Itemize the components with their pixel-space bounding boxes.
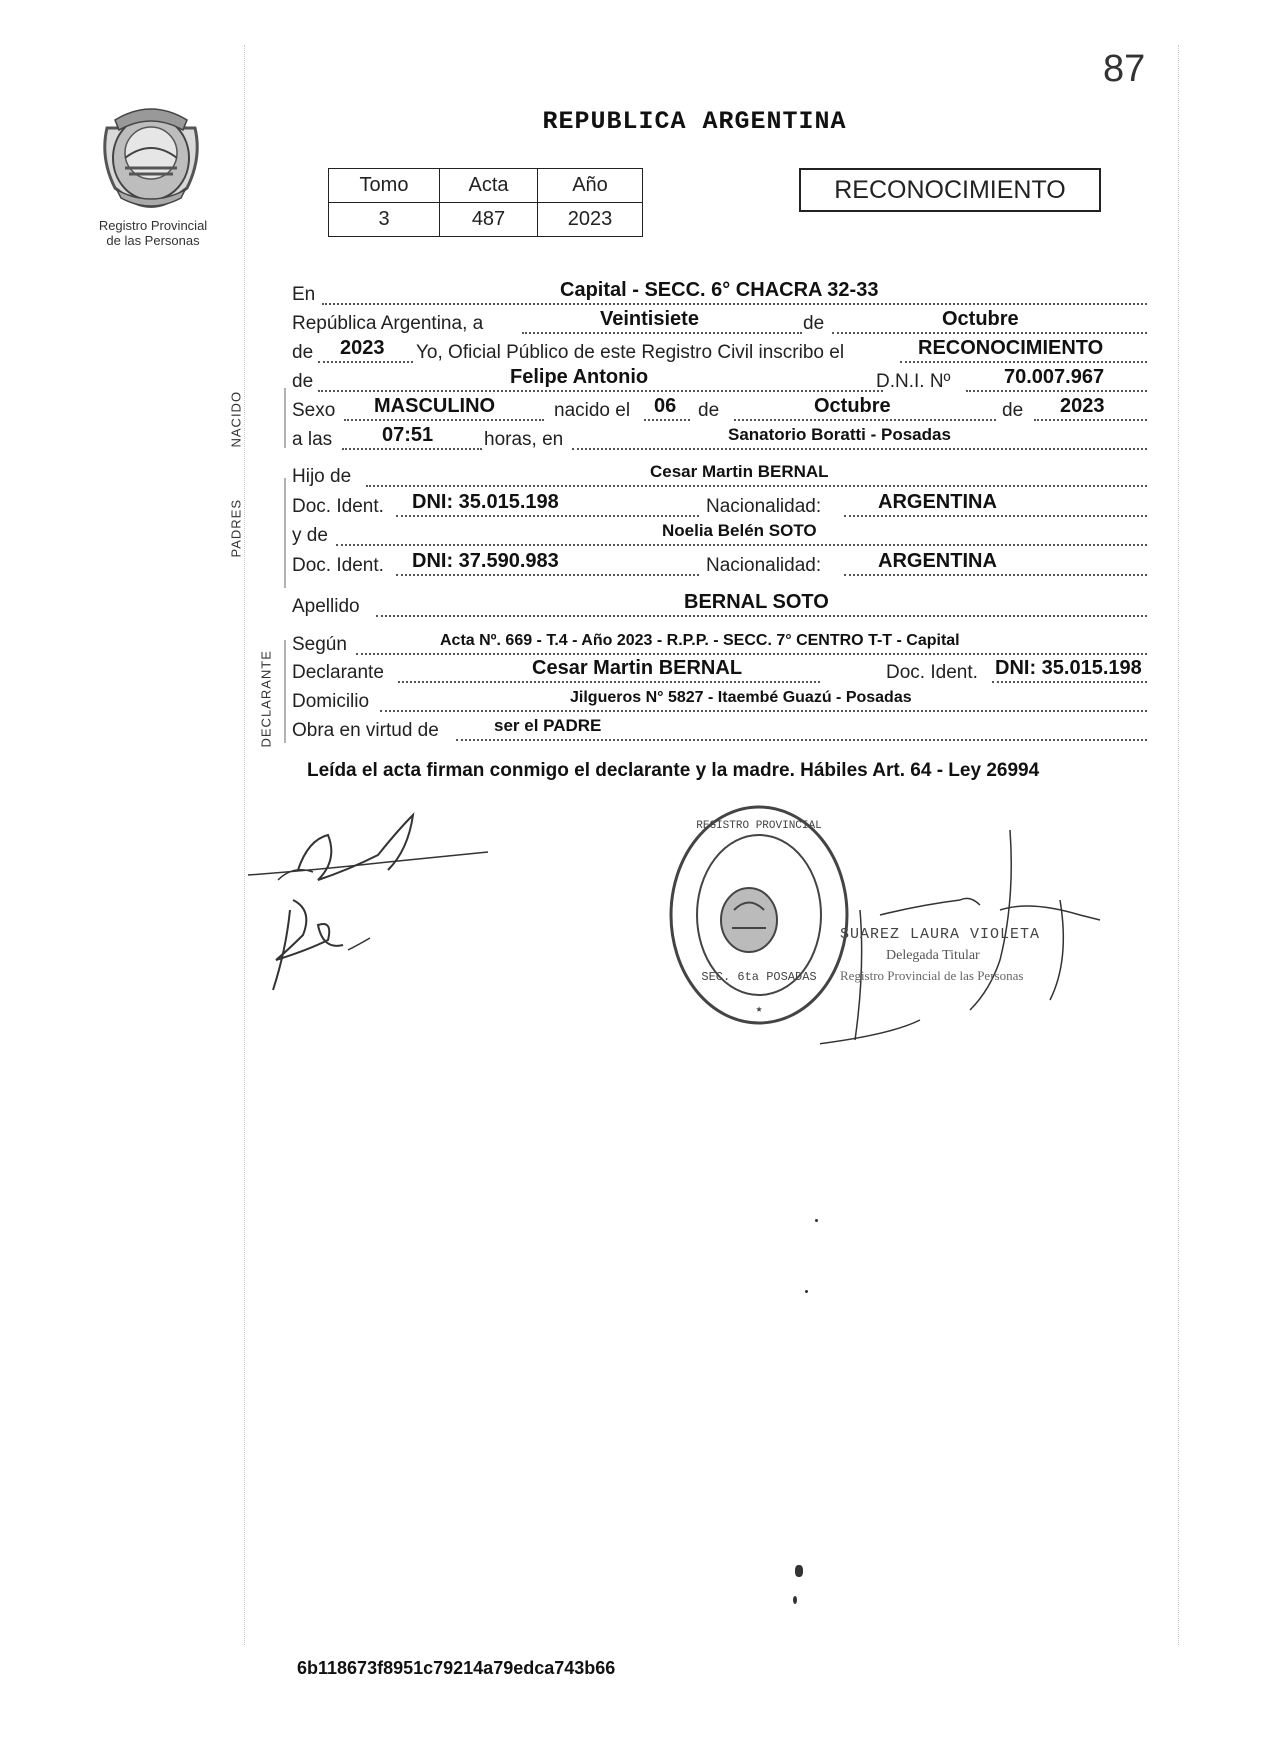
row-inscribo [292,336,1150,366]
header-tomo: Tomo [329,169,440,203]
field-domicilio: Jilgueros N° 5827 - Itaembé Guazú - Posadas [570,689,912,706]
row-y-de [292,519,1150,549]
label-doc-ident: Doc. Ident. [292,496,384,517]
section-brackets [280,388,290,748]
dotted-line [1034,419,1147,421]
record-type-box: RECONOCIMIENTO [799,168,1101,212]
value-tomo: 3 [329,203,440,237]
dotted-line [966,390,1147,392]
label-de: de [292,342,314,363]
speck [815,1219,818,1222]
field-madre: Noelia Belén SOTO [662,521,817,540]
dotted-line [832,332,1147,334]
label-y-de: y de [292,525,328,546]
label-de: de [1002,400,1024,421]
registry-line: de las Personas [106,233,200,248]
row-domicilio [292,685,1150,715]
registry-label [78,218,228,248]
dotted-line [322,303,1147,305]
dotted-line [342,448,482,450]
label-segun: Según [292,634,347,655]
label-republica: República Argentina, a [292,313,484,334]
official-office: Registro Provincial de las Personas [840,968,1024,983]
label-yo: Yo, Oficial Público de este Registro Civil inscribo el [416,342,845,363]
row-hora [292,423,1150,453]
official-role: Delegada Titular [886,948,980,963]
dotted-line [522,332,802,334]
field-declarante: Cesar Martin BERNAL [532,657,743,679]
row-apellido [292,590,1150,620]
dotted-line [356,653,1147,655]
page-number: 87 [1103,48,1146,90]
dotted-line [398,681,820,683]
row-padre-doc [292,490,1150,520]
value-acta: 487 [440,203,538,237]
value-anio: 2023 [538,203,643,237]
dotted-line [456,739,1147,741]
dotted-line [844,574,1147,576]
field-mes: Octubre [942,308,1019,330]
label-en: En [292,284,316,305]
speck [793,1596,797,1604]
field-nac-mes: Octubre [814,395,891,417]
label-nacionalidad: Nacionalidad: [706,555,822,576]
field-segun: Acta Nº. 669 - T.4 - Año 2023 - R.P.P. - SECC. 7° CENTRO T-T - Capital [440,632,960,649]
speck [795,1565,803,1577]
field-dia: Veintisiete [600,308,699,330]
dotted-line [644,419,690,421]
dotted-line [366,485,1147,487]
field-madre-doc: DNI: 37.590.983 [412,550,559,572]
label-apellido: Apellido [292,596,360,617]
official-name: SUAREZ LAURA VIOLETA [840,926,1041,943]
side-label-nacido: NACIDO [228,390,244,448]
header-anio: Año [538,169,643,203]
label-hijo-de: Hijo de [292,466,352,487]
label-doc-ident: Doc. Ident. [292,555,384,576]
document-title: REPUBLICA ARGENTINA [542,107,847,136]
svg-text:REGISTRO PROVINCIAL: REGISTRO PROVINCIAL [696,820,822,832]
dotted-line [336,544,1147,546]
side-label-padres: PADRES [228,499,244,558]
scan-line [1178,45,1179,1645]
label-horas-en: horas, en [484,429,564,450]
row-hijo-de [292,460,1150,490]
dotted-line [572,448,1147,450]
label-a-las: a las [292,429,333,450]
document-hash: 6b118673f8951c79214a79edca743b66 [297,1658,616,1678]
row-madre-doc [292,549,1150,579]
dotted-line [396,574,699,576]
dotted-line [380,710,1147,712]
label-doc-ident: Doc. Ident. [886,662,978,683]
row-fecha [292,307,1150,337]
dotted-line [344,419,544,421]
declarant-signatures [238,800,498,1000]
label-de: de [698,400,720,421]
label-nacionalidad: Nacionalidad: [706,496,822,517]
side-label-declarante: DECLARANTE [258,650,274,748]
dotted-line [318,361,413,363]
dotted-line [992,681,1147,683]
field-obra: ser el PADRE [494,716,602,735]
field-nac-dia: 06 [654,395,677,417]
field-lugar-nac: Sanatorio Boratti - Posadas [728,425,951,444]
field-sexo: MASCULINO [374,395,496,417]
field-nac-anio: 2023 [1060,395,1105,417]
label-de: de [292,371,314,392]
dotted-line [396,515,699,517]
row-obra [292,714,1150,744]
svg-text:★: ★ [755,1004,763,1016]
label-de: de [803,313,825,334]
field-nombre: Felipe Antonio [510,366,649,388]
field-declarante-doc: DNI: 35.015.198 [995,657,1142,679]
dotted-line [318,390,883,392]
row-declarante [292,656,1150,686]
speck [805,1290,808,1293]
field-lugar: Capital - SECC. 6° CHACRA 32-33 [560,279,879,301]
field-tipo: RECONOCIMIENTO [918,337,1104,359]
label-declarante: Declarante [292,662,384,683]
field-hora: 07:51 [382,424,434,446]
svg-text:SEC. 6ta POSADAS: SEC. 6ta POSADAS [701,970,817,984]
field-apellido: BERNAL SOTO [684,591,829,613]
closing-text: Leída el acta firman conmigo el declarante y la madre. Hábiles Art. 64 - Ley 26994 [307,760,1040,781]
header-acta: Acta [440,169,538,203]
label-nacido-el: nacido el [554,400,631,421]
dotted-line [900,361,1147,363]
field-madre-nac: ARGENTINA [878,550,997,572]
label-obra: Obra en virtud de [292,720,439,741]
field-padre-nac: ARGENTINA [878,491,997,513]
label-domicilio: Domicilio [292,691,370,712]
field-padre: Cesar Martin BERNAL [650,462,829,481]
field-dni: 70.007.967 [1004,366,1105,388]
field-anio: 2023 [340,337,385,359]
label-dni: D.N.I. Nº [876,371,951,392]
row-segun [292,628,1150,658]
dotted-line [376,615,1147,617]
dotted-line [844,515,1147,517]
record-table [328,168,643,237]
dotted-line [734,419,996,421]
label-sexo: Sexo [292,400,336,421]
row-sexo [292,394,1150,424]
row-nombre [292,365,1150,395]
registry-line: Registro Provincial [98,218,208,233]
field-padre-doc: DNI: 35.015.198 [412,491,559,513]
row-en [292,278,1150,308]
